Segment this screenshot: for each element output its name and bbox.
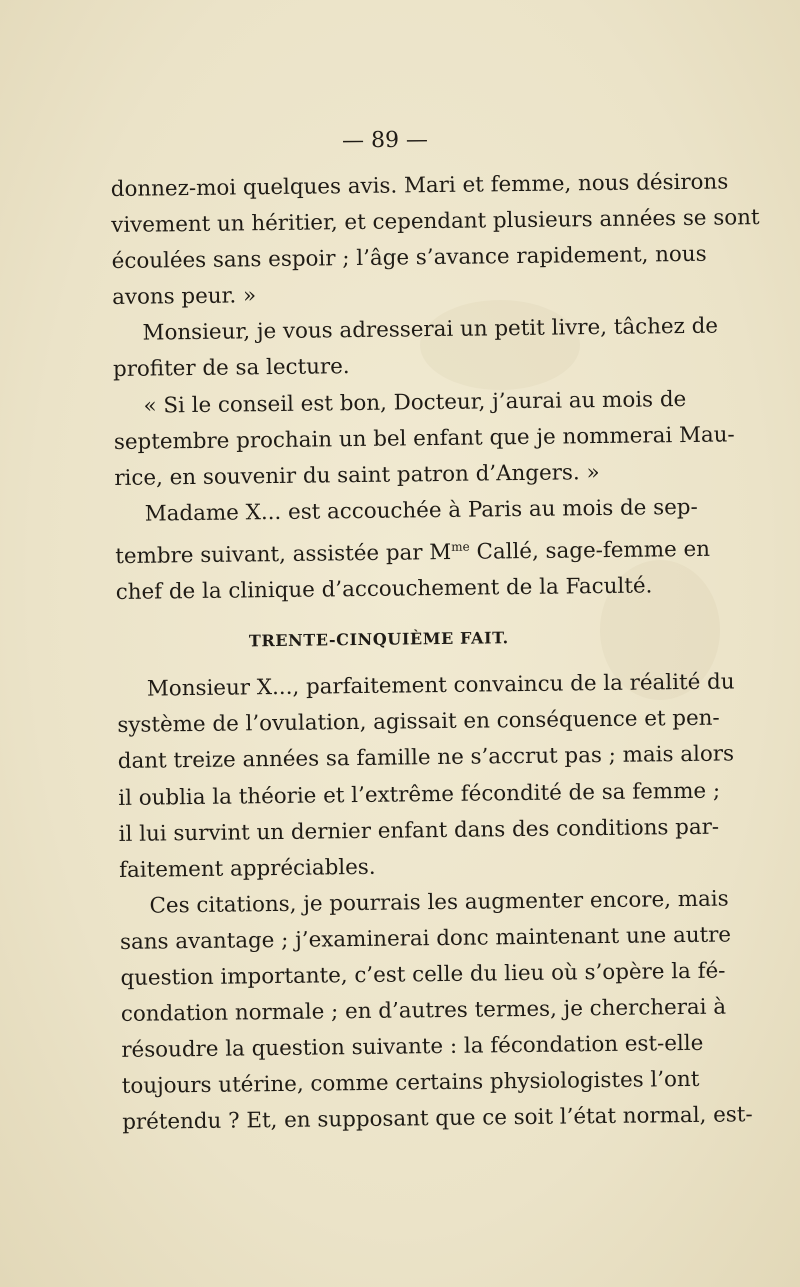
text-line: Madame X... est accouchée à Paris au mois de sep- [144,494,698,527]
page-body [110,113,760,1141]
paragraph [113,382,735,497]
paragraph [115,490,711,611]
text-line: écoulées sans espoir ; l’âge s’avance rapidement, nous [111,241,707,275]
text-line: toujours utérine, comme certains physiologistes l’ont [121,1067,700,1100]
text-line: « Si le conseil est bon, Docteur, j’aurai au mois de [143,386,687,419]
text-line: prétendu ? Et, en supposant que ce soit l’état normal, est- [122,1102,753,1136]
text-line: sans avantage ; j’examinerai donc maintenant une autre [119,922,732,955]
text-line: dant treize années sa famille ne s’accrut pas ; mais alors [117,741,735,775]
text-line: rice, en souvenir du saint patron d’Angers. » [114,459,600,491]
text-line: vivement un héritier, et cependant plusieurs années se sont [111,205,760,239]
paragraph [112,310,719,389]
text-segment: tembre suivant, assistée par M [115,539,452,570]
text-line-with-superscript [115,526,711,575]
text-line: il lui survint un dernier enfant dans des conditions par- [118,814,720,847]
superscript-abbreviation: me [451,539,470,554]
text-line: profiter de sa lecture. [112,354,350,383]
text-line: chef de la clinique d’accouchement de la Faculté. [115,573,653,606]
text-line: faitement appréciables. [119,854,376,883]
text-segment: Callé, sage-femme en [469,536,711,565]
text-line: donnez-moi quelques avis. Mari et femme, nous désirons [110,169,729,202]
section-heading: TRENTE-CINQUIÈME FAIT. [248,628,509,651]
text-line: Ces citations, je pourrais les augmenter encore, mais [149,886,729,919]
page-number: — 89 — [341,127,429,154]
paragraph [119,882,753,1141]
text-line: résoudre la question suivante : la fécondation est-elle [121,1031,704,1064]
text-line: il oublia la théorie et l’extrême fécondité de sa femme ; [118,778,721,811]
text-line: Monsieur X..., parfaitement convaincu de la réalité du [146,669,735,702]
text-line: avons peur. » [112,283,257,311]
text-line: système de l’ovulation, agissait en conséquence et pen- [117,705,720,739]
text-line: condation normale ; en d’autres termes, je chercherai à [120,994,727,1028]
paragraph [117,666,735,889]
text-line: septembre prochain un bel enfant que je nommerai Mau- [113,422,735,455]
paragraph [110,165,760,316]
text-line: Monsieur, je vous adresserai un petit livre, tâchez de [142,313,719,346]
text-line: question importante, c’est celle du lieu où s’opère la fé- [120,958,726,991]
